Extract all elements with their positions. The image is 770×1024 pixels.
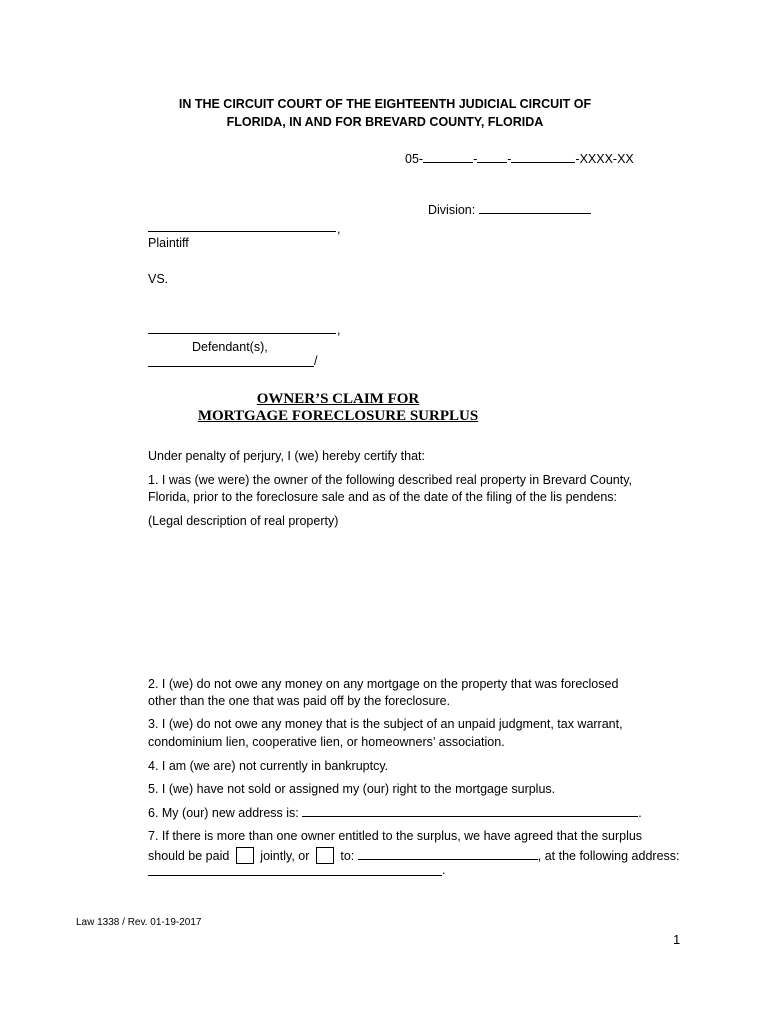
to-recipient-checkbox[interactable] bbox=[316, 847, 334, 864]
item-3-line2: condominium lien, cooperative lien, or homeowners’ association. bbox=[148, 735, 505, 749]
defendant-name-line[interactable] bbox=[148, 333, 336, 334]
item-3-line1: 3. I (we) do not owe any money that is the subject of an unpaid judgment, tax warrant, bbox=[148, 717, 623, 731]
case-number-suffix: -XXXX-XX bbox=[575, 152, 634, 166]
defendant-slash: / bbox=[314, 354, 318, 368]
plaintiff-comma: , bbox=[337, 222, 341, 236]
case-number-blank-2[interactable] bbox=[477, 151, 507, 163]
court-heading-line1: IN THE CIRCUIT COURT OF THE EIGHTEENTH JUDICIAL CIRCUIT OF bbox=[178, 97, 592, 111]
defendant-extra-line[interactable] bbox=[148, 366, 314, 367]
intro-statement: Under penalty of perjury, I (we) hereby certify that: bbox=[148, 449, 425, 463]
document-title-line2: MORTGAGE FORECLOSURE SURPLUS bbox=[197, 408, 479, 424]
item-7-line1: 7. If there is more than one owner entitled to the surplus, we have agreed that the surplus bbox=[148, 829, 643, 843]
plaintiff-name-line[interactable] bbox=[148, 231, 336, 232]
versus-label: VS. bbox=[148, 272, 169, 286]
item-7-following-text: , at the following address: bbox=[537, 849, 680, 863]
division-field[interactable] bbox=[428, 202, 591, 217]
item-6-address-field[interactable] bbox=[148, 805, 642, 820]
item-7-should-text: should be paid bbox=[148, 849, 230, 863]
case-number-dash: - bbox=[507, 152, 512, 166]
page-number: 1 bbox=[673, 932, 681, 947]
new-address-blank[interactable] bbox=[302, 805, 638, 817]
case-number-blank-1[interactable] bbox=[423, 151, 473, 163]
jointly-checkbox[interactable] bbox=[236, 847, 254, 864]
recipient-address-line[interactable] bbox=[148, 875, 442, 876]
court-heading-line2: FLORIDA, IN AND FOR BREVARD COUNTY, FLORIDA bbox=[226, 115, 544, 129]
item-4: 4. I am (we are) not currently in bankruptcy. bbox=[148, 759, 389, 773]
case-number-field[interactable] bbox=[405, 151, 634, 166]
legal-description-label: (Legal description of real property) bbox=[148, 514, 339, 528]
defendant-label: Defendant(s), bbox=[192, 340, 268, 354]
item-7-period: . bbox=[442, 863, 446, 877]
item-1-line2: Florida, prior to the foreclosure sale and as of the date of the filing of the lis pendens: bbox=[148, 490, 618, 504]
item-7-jointly-text: jointly, or bbox=[260, 849, 310, 863]
item-2-line1: 2. I (we) do not owe any money on any mortgage on the property that was foreclosed bbox=[148, 677, 619, 691]
division-label: Division: bbox=[428, 203, 476, 217]
defendant-comma: , bbox=[337, 323, 341, 337]
item-2-line2: other than the one that was paid off by the foreclosure. bbox=[148, 694, 451, 708]
document-title-line1: OWNER’S CLAIM FOR bbox=[256, 391, 420, 407]
case-number-dash: - bbox=[473, 152, 478, 166]
case-number-blank-3[interactable] bbox=[511, 151, 575, 163]
case-number-prefix: 05- bbox=[405, 152, 424, 166]
item-1-line1: 1. I was (we were) the owner of the following described real property in Brevard County, bbox=[148, 473, 633, 487]
item-7-payment-options bbox=[148, 847, 680, 864]
form-number: Law 1338 / Rev. 01-19-2017 bbox=[76, 917, 202, 928]
division-blank[interactable] bbox=[479, 202, 591, 214]
item-7-to-text: to: bbox=[340, 849, 355, 863]
recipient-name-blank[interactable] bbox=[358, 848, 538, 860]
item-6-label: 6. My (our) new address is: bbox=[148, 806, 299, 820]
item-6-period: . bbox=[638, 806, 642, 820]
item-5: 5. I (we) have not sold or assigned my (our) right to the mortgage surplus. bbox=[148, 782, 556, 796]
plaintiff-label: Plaintiff bbox=[148, 236, 189, 250]
